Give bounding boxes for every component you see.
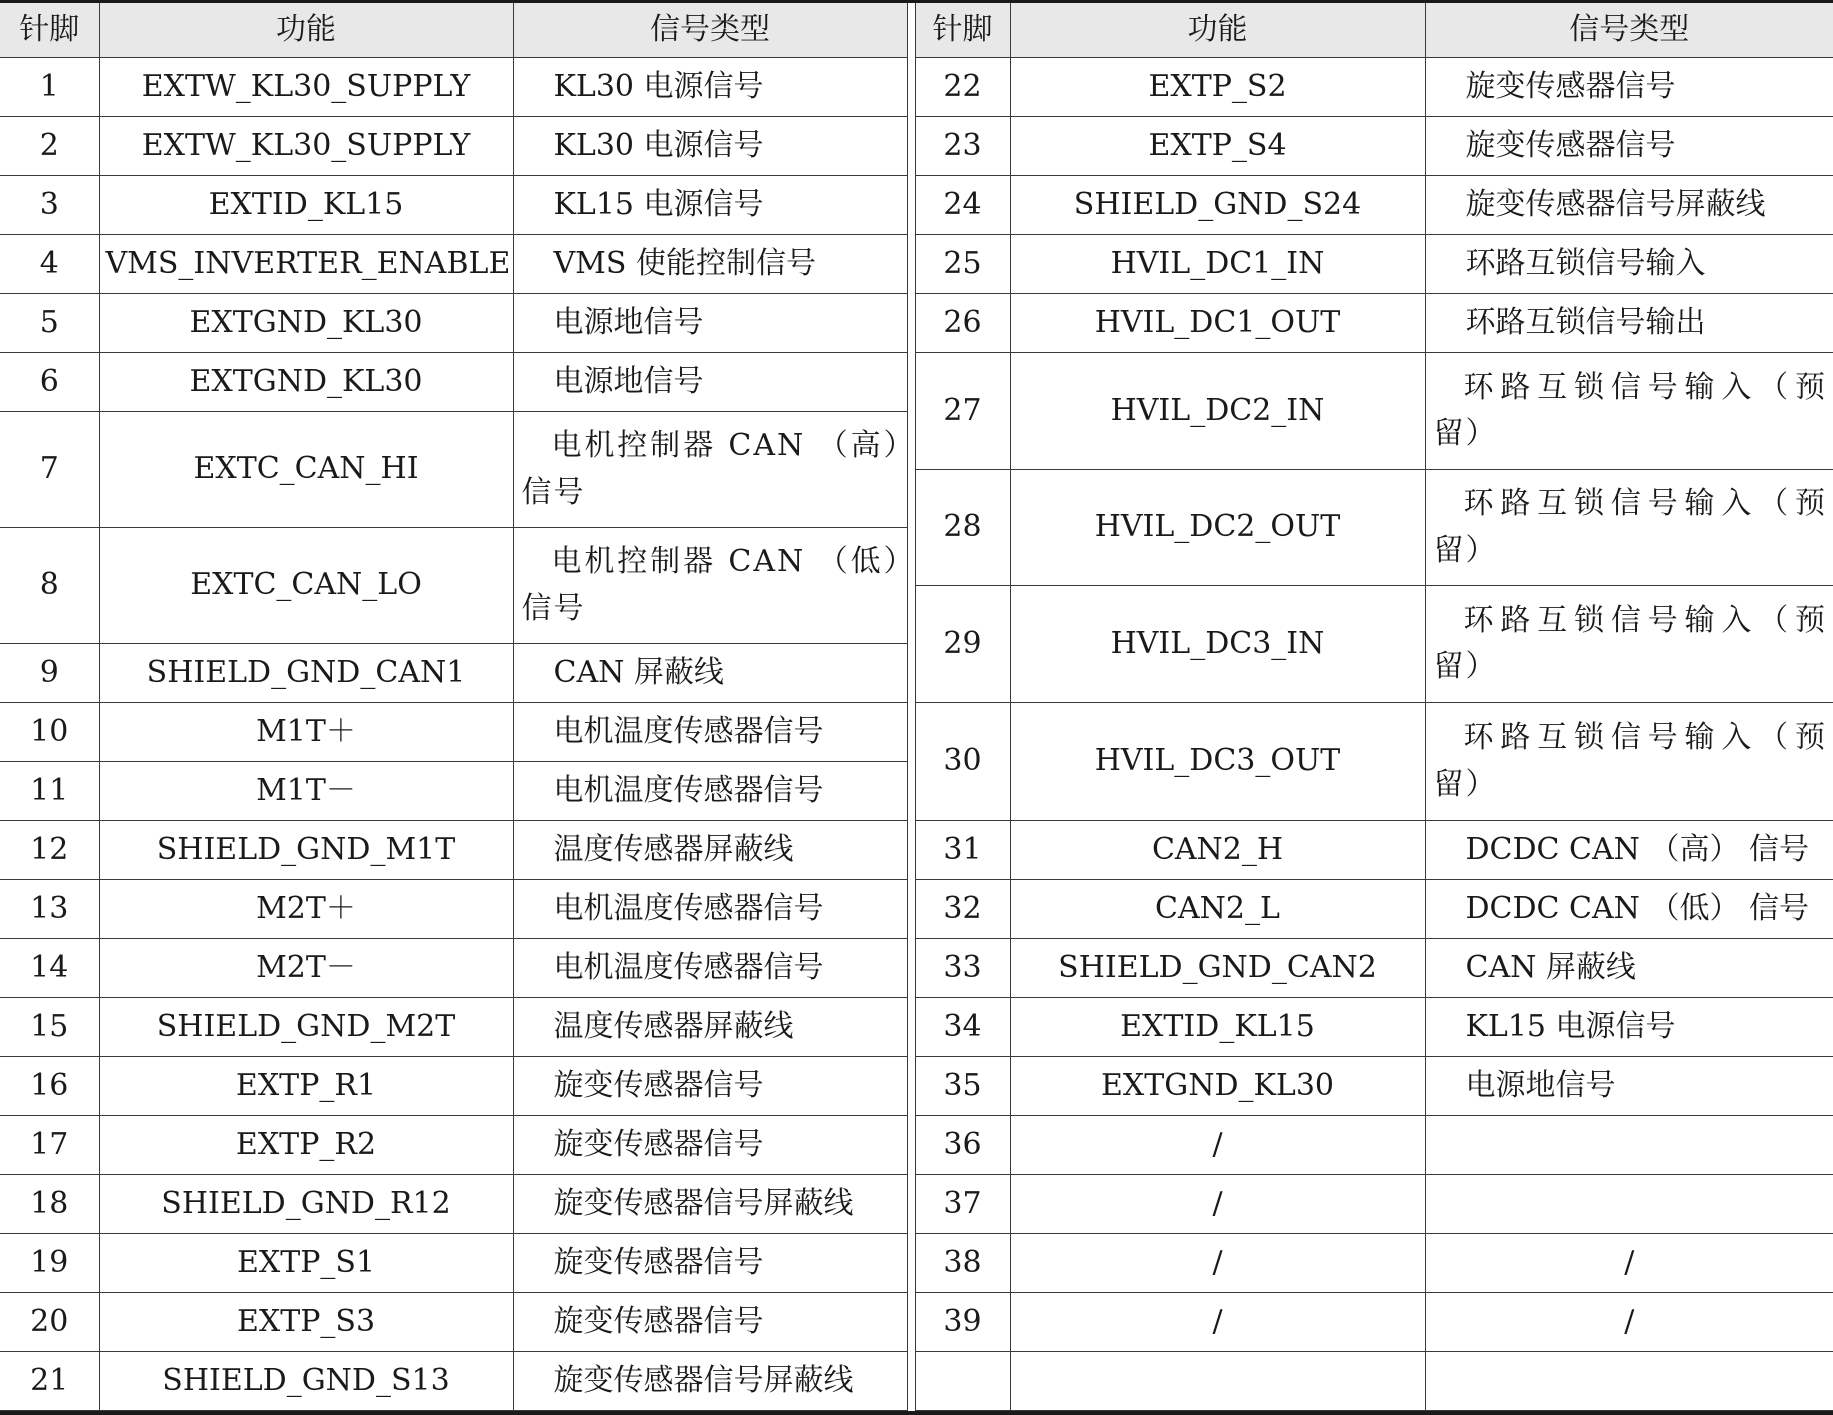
table-row [0,1234,1833,1293]
table-row [0,1116,1833,1175]
signal-type: 旋变传感器信号屏蔽线 [1425,176,1833,235]
column-divider [907,353,915,412]
signal-type: 旋变传感器信号 [513,1116,907,1175]
table-row [0,58,1833,117]
pin-number: 11 [0,762,99,821]
pin-number: 7 [0,412,99,528]
signal-type: CAN 屏蔽线 [1425,939,1833,998]
pin-number: 10 [0,703,99,762]
function-name: EXTID_KL15 [99,176,513,235]
pin-number: 6 [0,353,99,412]
column-divider [907,1057,915,1116]
pin-number: 3 [0,176,99,235]
signal-type: / [1425,1293,1833,1352]
signal-type: KL30 电源信号 [513,58,907,117]
signal-type: 电机温度传感器信号 [513,880,907,939]
function-name: HVIL_DC3_OUT [1010,703,1425,821]
function-name: EXTP_S4 [1010,117,1425,176]
signal-type: 电机控制器 CAN （低）信号 [513,528,907,644]
function-name: EXTGND_KL30 [99,294,513,353]
function-name: EXTP_S1 [99,1234,513,1293]
table-row [0,1175,1833,1234]
function-name: EXTW_KL30_SUPPLY [99,58,513,117]
pin-number: 5 [0,294,99,353]
pin-number: 27 [915,353,1010,470]
function-name: / [1010,1175,1425,1234]
pin-number [915,1352,1010,1411]
column-divider [907,117,915,176]
pin-number: 19 [0,1234,99,1293]
pin-number: 8 [0,528,99,644]
signal-type: 旋变传感器信号屏蔽线 [513,1352,907,1411]
pin-number: 21 [0,1352,99,1411]
signal-type: 环路互锁信号输入（预留） [1425,703,1833,821]
signal-type: KL15 电源信号 [1425,998,1833,1057]
signal-type: 旋变传感器信号 [513,1234,907,1293]
signal-type: 旋变传感器信号 [1425,117,1833,176]
function-name: SHIELD_GND_M2T [99,998,513,1057]
column-divider [907,880,915,939]
function-name: M2T＋ [99,880,513,939]
pin-number: 4 [0,235,99,294]
column-divider [907,235,915,294]
column-divider [907,762,915,821]
pin-number: 1 [0,58,99,117]
signal-type: 电机控制器 CAN （高）信号 [513,412,907,528]
pin-number: 35 [915,1057,1010,1116]
pin-number: 30 [915,703,1010,821]
column-divider [907,586,915,644]
column-divider [907,939,915,998]
function-name: M1T＋ [99,703,513,762]
column-divider [907,703,915,762]
signal-type: 旋变传感器信号屏蔽线 [513,1175,907,1234]
function-name: EXTP_R1 [99,1057,513,1116]
signal-type: 电机温度传感器信号 [513,703,907,762]
function-name: SHIELD_GND_S24 [1010,176,1425,235]
signal-type: 温度传感器屏蔽线 [513,821,907,880]
signal-type: 电源地信号 [513,353,907,412]
function-name: EXTID_KL15 [1010,998,1425,1057]
table-row [0,1057,1833,1116]
function-name: / [1010,1293,1425,1352]
table-row [0,703,1833,762]
function-name: M1T－ [99,762,513,821]
signal-type: KL30 电源信号 [513,117,907,176]
signal-type: 旋变传感器信号 [513,1293,907,1352]
function-name: EXTC_CAN_HI [99,412,513,528]
pin-number: 24 [915,176,1010,235]
pin-number: 37 [915,1175,1010,1234]
column-divider [907,176,915,235]
signal-type: 环路互锁信号输入（预留） [1425,353,1833,470]
signal-type: 电源地信号 [513,294,907,353]
function-name: HVIL_DC1_OUT [1010,294,1425,353]
column-divider [907,1116,915,1175]
signal-type: DCDC CAN （高） 信号 [1425,821,1833,880]
table-row [0,353,1833,412]
signal-type: 温度传感器屏蔽线 [513,998,907,1057]
function-name: SHIELD_GND_CAN2 [1010,939,1425,998]
pin-number: 12 [0,821,99,880]
pin-number: 18 [0,1175,99,1234]
signal-type: 电源地信号 [1425,1057,1833,1116]
function-name [1010,1352,1425,1411]
header-function: 功能 [1010,3,1425,58]
signal-type: 环路互锁信号输入（预留） [1425,470,1833,586]
pin-number: 13 [0,880,99,939]
table-row [0,235,1833,294]
function-name: / [1010,1234,1425,1293]
function-name: EXTP_R2 [99,1116,513,1175]
pin-number: 38 [915,1234,1010,1293]
signal-type: 旋变传感器信号 [513,1057,907,1116]
function-name: EXTW_KL30_SUPPLY [99,117,513,176]
function-name: / [1010,1116,1425,1175]
table-row [0,176,1833,235]
function-name: M2T－ [99,939,513,998]
column-divider [907,412,915,470]
function-name: HVIL_DC1_IN [1010,235,1425,294]
signal-type: 电机温度传感器信号 [513,939,907,998]
pin-number: 25 [915,235,1010,294]
pin-number: 32 [915,880,1010,939]
signal-type: DCDC CAN （低） 信号 [1425,880,1833,939]
function-name: SHIELD_GND_CAN1 [99,644,513,703]
column-divider [907,58,915,117]
function-name: CAN2_H [1010,821,1425,880]
pin-number: 28 [915,470,1010,586]
table-row [0,117,1833,176]
column-divider [907,3,915,58]
pin-number: 20 [0,1293,99,1352]
column-divider [907,294,915,353]
signal-type [1425,1175,1833,1234]
function-name: SHIELD_GND_R12 [99,1175,513,1234]
header-row [0,3,1833,58]
signal-type: 电机温度传感器信号 [513,762,907,821]
pin-number: 23 [915,117,1010,176]
pin-number: 26 [915,294,1010,353]
header-function: 功能 [99,3,513,58]
column-divider [907,998,915,1057]
pin-number: 39 [915,1293,1010,1352]
signal-type: 环路互锁信号输出 [1425,294,1833,353]
table-row [0,880,1833,939]
header-signal: 信号类型 [513,3,907,58]
signal-type: 旋变传感器信号 [1425,58,1833,117]
function-name: VMS_INVERTER_ENABLE [99,235,513,294]
pin-number: 17 [0,1116,99,1175]
function-name: EXTGND_KL30 [1010,1057,1425,1116]
signal-type: VMS 使能控制信号 [513,235,907,294]
pin-number: 36 [915,1116,1010,1175]
column-divider [907,1352,915,1411]
table-row [0,294,1833,353]
header-pin: 针脚 [0,3,99,58]
column-divider [907,1234,915,1293]
signal-type: / [1425,1234,1833,1293]
column-divider [907,644,915,703]
pin-number: 22 [915,58,1010,117]
function-name: SHIELD_GND_S13 [99,1352,513,1411]
signal-type [1425,1116,1833,1175]
signal-type: 环路互锁信号输入（预留） [1425,586,1833,703]
function-name: EXTP_S2 [1010,58,1425,117]
signal-type: KL15 电源信号 [513,176,907,235]
header-pin: 针脚 [915,3,1010,58]
function-name: EXTC_CAN_LO [99,528,513,644]
signal-type [1425,1352,1833,1411]
function-name: EXTGND_KL30 [99,353,513,412]
function-name: HVIL_DC2_IN [1010,353,1425,470]
pin-number: 2 [0,117,99,176]
function-name: HVIL_DC3_IN [1010,586,1425,703]
pin-number: 31 [915,821,1010,880]
pin-number: 16 [0,1057,99,1116]
pin-number: 15 [0,998,99,1057]
signal-type: 环路互锁信号输入 [1425,235,1833,294]
column-divider [907,528,915,586]
table-row [0,1293,1833,1352]
column-divider [907,821,915,880]
header-signal: 信号类型 [1425,3,1833,58]
function-name: EXTP_S3 [99,1293,513,1352]
table-row [0,821,1833,880]
function-name: HVIL_DC2_OUT [1010,470,1425,586]
pin-number: 14 [0,939,99,998]
table-row [0,1352,1833,1411]
table-row [0,998,1833,1057]
column-divider [907,1293,915,1352]
pin-number: 33 [915,939,1010,998]
pin-number: 29 [915,586,1010,703]
signal-type: CAN 屏蔽线 [513,644,907,703]
pin-number: 9 [0,644,99,703]
column-divider [907,470,915,528]
function-name: CAN2_L [1010,880,1425,939]
column-divider [907,1175,915,1234]
table-row [0,939,1833,998]
function-name: SHIELD_GND_M1T [99,821,513,880]
pin-number: 34 [915,998,1010,1057]
